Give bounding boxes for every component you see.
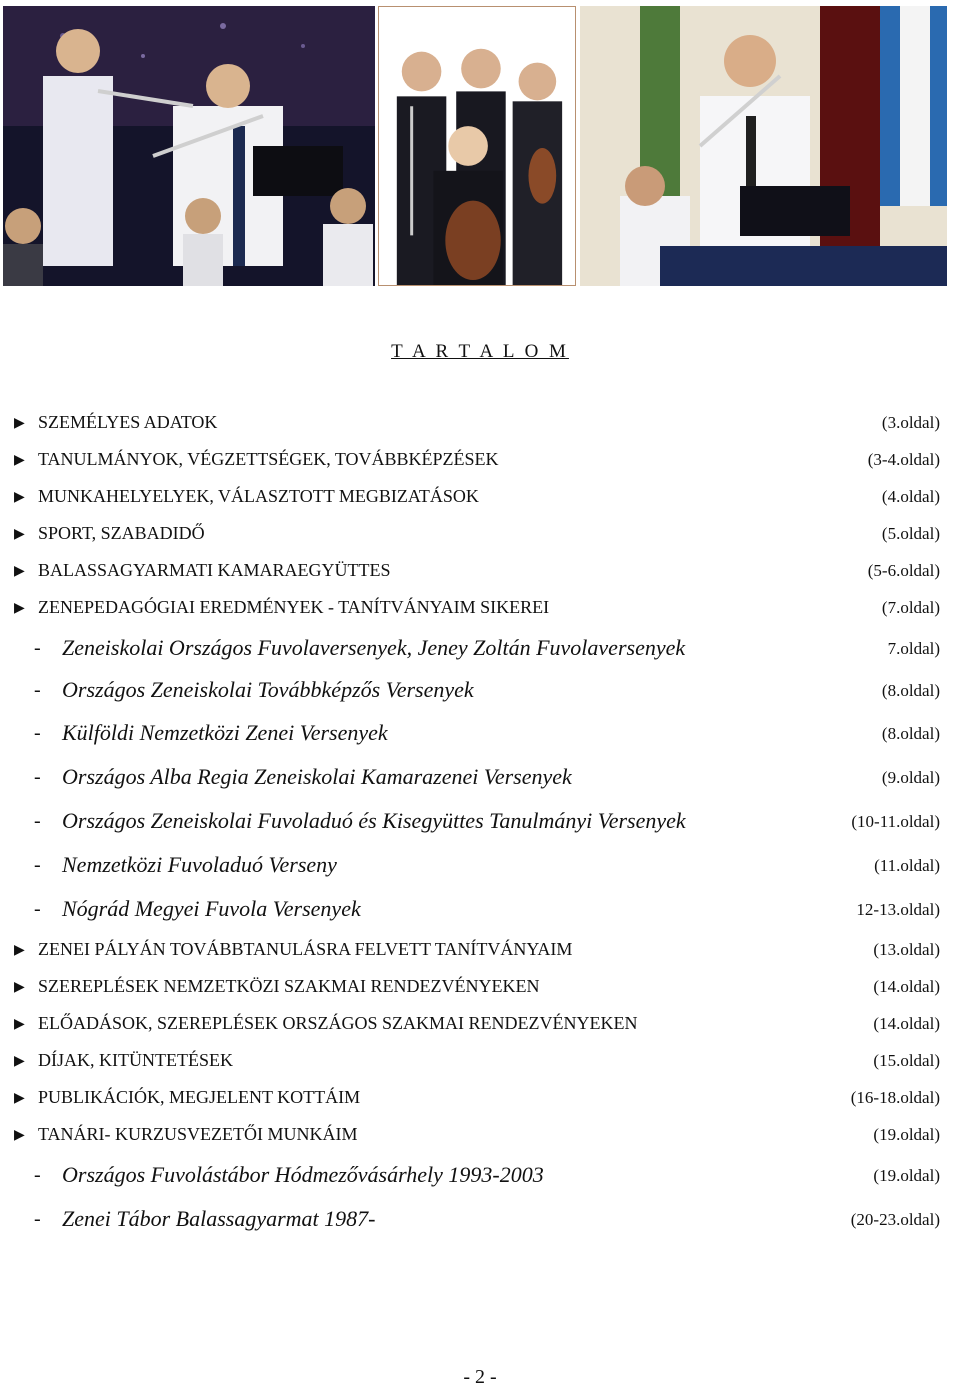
toc-entry-page: (16-18.oldal) (850, 1088, 940, 1107)
toc-entry-page: (14.oldal) (873, 977, 940, 996)
toc-subentry-label: Nemzetközi Fuvoladuó Verseny (62, 852, 337, 877)
arrow-right-icon: ▶ (14, 564, 25, 579)
toc-subentry (14, 854, 960, 882)
toc-subentry-label: Nógrád Megyei Fuvola Versenyek (62, 896, 361, 921)
arrow-right-icon: ▶ (14, 490, 25, 505)
toc-entry (14, 1012, 960, 1040)
arrow-right-icon: ▶ (14, 943, 25, 958)
toc-entry-label: BALASSAGYARMATI KAMARAEGYÜTTES (38, 560, 391, 580)
toc-entry-page: (14.oldal) (873, 1014, 940, 1033)
toc-entry-page: (15.oldal) (873, 1051, 940, 1070)
toc-entry-label: TANULMÁNYOK, VÉGZETTSÉGEK, TOVÁBBKÉPZÉSEK (38, 449, 499, 469)
toc-subentry-label: Országos Zeneiskolai Továbbképzős Versenyek (62, 677, 474, 702)
toc-subentry-page: 12-13.oldal) (856, 900, 940, 919)
toc-subentry (14, 898, 960, 926)
toc-entry-label: SPORT, SZABADIDŐ (38, 523, 205, 543)
dash-marker: - (34, 679, 41, 701)
toc-entry-page: (7.oldal) (881, 598, 940, 617)
arrow-right-icon: ▶ (14, 527, 25, 542)
arrow-right-icon: ▶ (14, 453, 25, 468)
dash-marker: - (34, 1164, 41, 1186)
arrow-right-icon: ▶ (14, 980, 25, 995)
toc-subentry-page: (8.oldal) (881, 681, 940, 700)
toc-subentry-page: (8.oldal) (881, 724, 940, 743)
toc-subentry-page: (20-23.oldal) (850, 1210, 940, 1229)
toc-subentry (14, 1164, 960, 1192)
dash-marker: - (34, 766, 41, 788)
arrow-right-icon: ▶ (14, 1017, 25, 1032)
flute-and-piano-performance-photo (580, 6, 947, 286)
toc-subentry-page: 7.oldal) (887, 639, 940, 658)
page-number: - 2 - (463, 1366, 497, 1388)
toc-entry-label: ELŐADÁSOK, SZEREPLÉSEK ORSZÁGOS SZAKMAI RENDEZVÉNYEKEN (38, 1013, 638, 1033)
chamber-ensemble-photo (378, 6, 576, 286)
toc-subentry-page: (11.oldal) (874, 856, 940, 875)
toc-entry-page: (13.oldal) (873, 940, 940, 959)
toc-subentry-label: Országos Fuvolástábor Hódmezővásárhely 1993-2003 (62, 1162, 544, 1187)
toc-title: T A R T A L O M (391, 341, 569, 362)
toc-entry-label: ZENEPEDAGÓGIAI EREDMÉNYEK - TANÍTVÁNYAIM SIKEREI (38, 597, 550, 617)
concert-flute-duo-photo (3, 6, 375, 286)
toc-subentry-label: Külföldi Nemzetközi Zenei Versenyek (62, 720, 388, 745)
toc-entry (14, 1049, 960, 1077)
toc-entry-label: MUNKAHELYELYEK, VÁLASZTOTT MEGBIZATÁSOK (38, 486, 479, 506)
toc-entry-label: PUBLIKÁCIÓK, MEGJELENT KOTTÁIM (38, 1087, 361, 1107)
dash-marker: - (34, 854, 41, 876)
toc-entry (14, 938, 960, 966)
toc-subentry (14, 637, 960, 665)
toc-entry (14, 1123, 960, 1151)
toc-subentry-label: Országos Zeneiskolai Fuvoladuó és Kisegyüttes Tanulmányi Versenyek (62, 808, 686, 833)
toc-entry-page: (3.oldal) (881, 413, 940, 432)
toc-subentry (14, 1208, 960, 1236)
arrow-right-icon: ▶ (14, 416, 25, 431)
toc-subentry (14, 722, 960, 750)
toc-entry-page: (4.oldal) (881, 487, 940, 506)
toc-subentry-page: (19.oldal) (873, 1166, 940, 1185)
toc-entry-page: (19.oldal) (873, 1125, 940, 1144)
toc-entry (14, 522, 960, 550)
toc-subentry-label: Zeneiskolai Országos Fuvolaversenyek, Jeney Zoltán Fuvolaversenyek (62, 635, 686, 660)
arrow-right-icon: ▶ (14, 1091, 25, 1106)
arrow-right-icon: ▶ (14, 1054, 25, 1069)
toc-entry (14, 485, 960, 513)
toc-entry-label: TANÁRI- KURZUSVEZETŐI MUNKÁIM (38, 1124, 358, 1144)
toc-entry-label: SZEMÉLYES ADATOK (38, 412, 218, 432)
toc-subentry-label: Országos Alba Regia Zeneiskolai Kamarazenei Versenyek (62, 764, 572, 789)
toc-entry (14, 1086, 960, 1114)
dash-marker: - (34, 637, 41, 659)
toc-entry (14, 448, 960, 476)
toc-entry (14, 596, 960, 624)
arrow-right-icon: ▶ (14, 1128, 25, 1143)
toc-entry-label: ZENEI PÁLYÁN TOVÁBBTANULÁSRA FELVETT TANÍTVÁNYAIM (38, 939, 573, 959)
dash-marker: - (34, 1208, 41, 1230)
toc-subentry (14, 679, 960, 707)
dash-marker: - (34, 898, 41, 920)
toc-entry-label: DÍJAK, KITÜNTETÉSEK (38, 1050, 233, 1070)
toc-entry (14, 411, 960, 439)
arrow-right-icon: ▶ (14, 601, 25, 616)
dash-marker: - (34, 810, 41, 832)
toc-subentry-page: (10-11.oldal) (851, 812, 940, 831)
toc-subentry-label: Zenei Tábor Balassagyarmat 1987- (62, 1206, 376, 1231)
toc-entry (14, 559, 960, 587)
toc-subentry (14, 810, 960, 838)
toc-entry-page: (3-4.oldal) (867, 450, 940, 469)
toc-subentry-page: (9.oldal) (881, 768, 940, 787)
toc-entry-page: (5-6.oldal) (867, 561, 940, 580)
toc-entry-page: (5.oldal) (881, 524, 940, 543)
toc-entry-label: SZEREPLÉSEK NEMZETKÖZI SZAKMAI RENDEZVÉNYEKEN (38, 976, 540, 996)
toc-subentry (14, 766, 960, 794)
dash-marker: - (34, 722, 41, 744)
toc-entry (14, 975, 960, 1003)
